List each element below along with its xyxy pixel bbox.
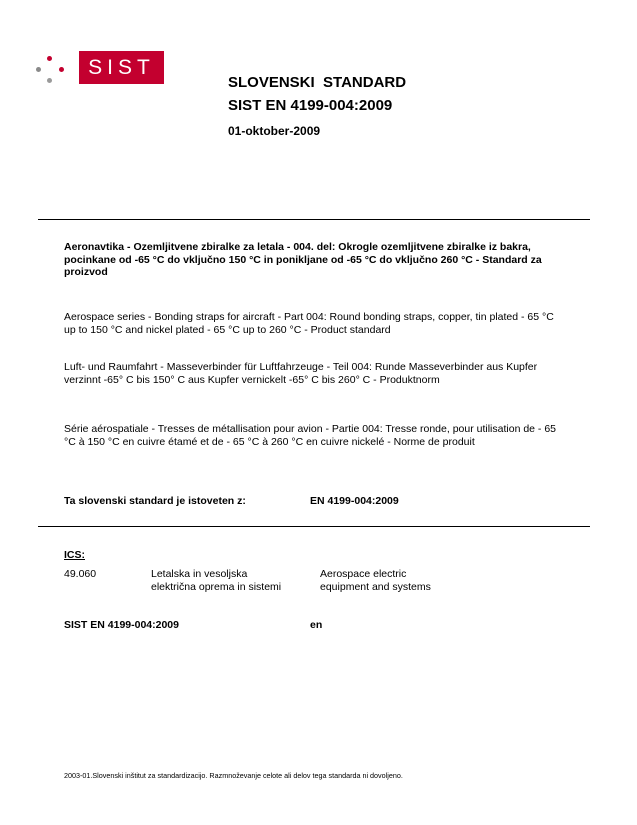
logo-dots	[36, 56, 70, 84]
ics-desc-en-2: equipment and systems	[320, 581, 431, 593]
title-german: Luft- und Raumfahrt - Masseverbinder für Luftfahrzeuge - Teil 004: Runde Masseverbinder aus Kupfer verzinnt -65° C bis 150° C aus Kupfer vernickelt -65° C bis 260° C - Produktnorm	[64, 361, 538, 386]
identical-value: EN 4199-004:2009	[310, 495, 399, 507]
title-french: Série aérospatiale - Tresses de métallisation pour avion - Partie 004: Tresse ronde, pour utilisation de - 65 °C à 150 °C en cuivre étamé et de - 65 °C à 260 °C en cuivre nickelé - Norme de produit	[64, 423, 557, 448]
reference-code: SIST EN 4199-004:2009	[64, 619, 179, 631]
standard-type: SLOVENSKI STANDARD	[228, 74, 407, 91]
ics-code: 49.060	[64, 568, 97, 580]
ics-desc-sl-2: električna oprema in sistemi	[151, 581, 282, 593]
ics-desc-sl-1: Letalska in vesoljska	[151, 568, 248, 580]
title-slovenian: Aeronavtika - Ozemljitvene zbiralke za letala - 004. del: Okrogle ozemljitvene zbiralke iz bakra, pocinkane od -65 °C do vključno 150 °C in ponikljane od -65 °C do vključno 260 °C - Standard za proizvod	[64, 241, 542, 278]
sist-logo: SIST	[79, 51, 164, 84]
identical-label: Ta slovenski standard je istoveten z:	[64, 495, 246, 507]
ics-desc-en-1: Aerospace electric	[320, 568, 407, 580]
title-english: Aerospace series - Bonding straps for aircraft - Part 004: Round bonding straps, copper, tin plated - 65 °C up to 150 °C and nickel plated - 65 °C up to 260 °C - Product standard	[64, 311, 554, 336]
divider-top	[38, 219, 590, 220]
copyright-footer: 2003-01.Slovenski inštitut za standardizacijo. Razmnoževanje celote ali delov tega standarda ni dovoljeno.	[64, 771, 403, 780]
ics-heading: ICS:	[64, 549, 85, 561]
standard-date: 01-oktober-2009	[228, 124, 321, 138]
reference-lang: en	[310, 619, 323, 631]
standard-code: SIST EN 4199-004:2009	[228, 97, 393, 114]
divider-bottom	[38, 526, 590, 527]
